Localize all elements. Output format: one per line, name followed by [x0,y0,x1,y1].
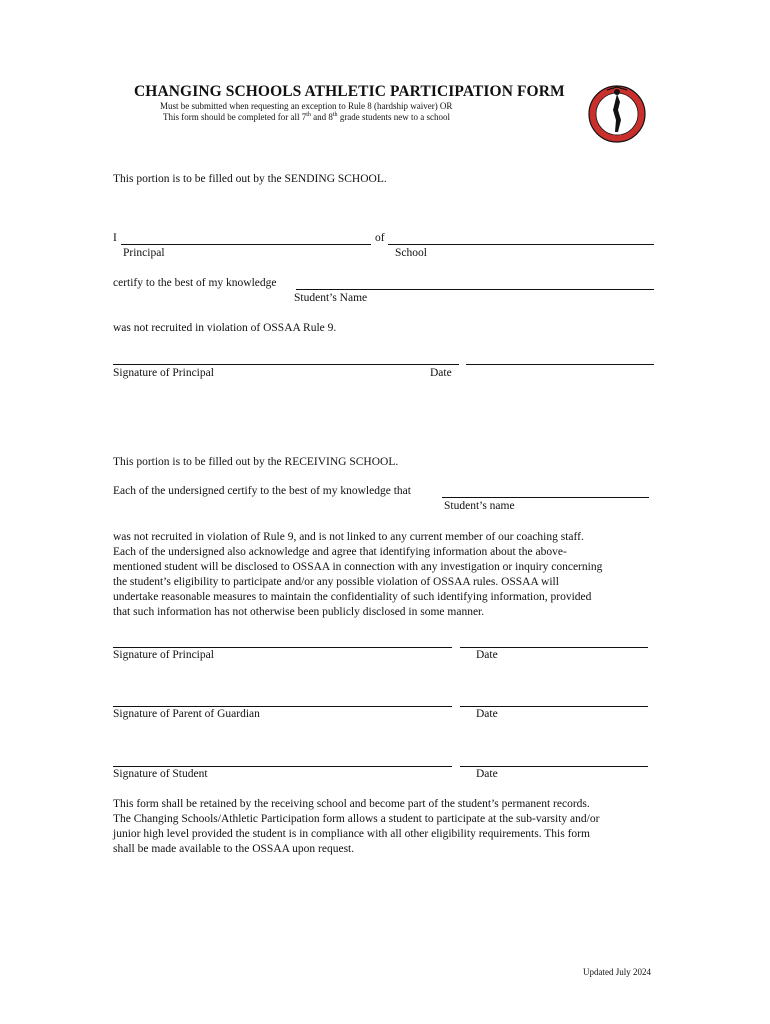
receiving-principal-date-field[interactable] [460,635,648,648]
receiving-acknowledgement-paragraph: was not recruited in violation of Rule 9, and is not linked to any current member of our coaching staff. Each of the undersigned also acknowledge and agree that identifying information about the above- mentioned student will be disclosed to OSSAA in connection with any investigation or inquiry concerning the student’s eligibility to participate and/or any possible violation of OSSAA rules. OSSAA will undertake reasonable measures to maintain the confidentiality of such identifying information, provided that such information has not otherwise been publicly disclosed in some manner. [113,531,603,618]
sending-school-heading: This portion is to be filled out by the SENDING SCHOOL. [113,173,387,185]
certify-label: certify to the best of my knowledge [113,277,277,289]
form-title: CHANGING SCHOOLS ATHLETIC PARTICIPATION FORM [134,83,565,100]
form-subtitle-line2: This form should be completed for all 7th and 8th grade students new to a school [163,112,451,122]
signature-parent-label: Signature of Parent of Guardian [113,708,260,720]
receiving-school-heading: This portion is to be filled out by the RECEIVING SCHOOL. [113,456,399,468]
receiving-student-name-field[interactable] [442,485,649,498]
sending-principal-signature-field[interactable] [113,352,459,365]
signature-student-label: Signature of Student [113,768,208,780]
student-name-label: Student’s Name [294,292,368,304]
receiving-student-name-label: Student’s name [444,500,515,512]
parent-date-label: Date [476,708,498,720]
ossaa-seal-logo [587,80,647,144]
sending-student-name-field[interactable] [296,277,654,290]
student-date-label: Date [476,768,498,780]
receiving-principal-date-label: Date [476,649,498,661]
school-label: School [395,247,427,259]
parent-signature-field[interactable] [113,694,452,707]
sending-signature-principal-label: Signature of Principal [113,367,214,379]
student-date-field[interactable] [460,754,648,767]
student-signature-field[interactable] [113,754,452,767]
of-label: of [375,232,385,244]
updated-date: Updated July 2024 [583,967,651,977]
receiving-principal-signature-field[interactable] [113,635,452,648]
receiving-certify-label: Each of the undersigned certify to the best of my knowledge that [113,485,411,497]
i-label: I [113,232,117,244]
form-subtitle-line1: Must be submitted when requesting an exception to Rule 8 (hardship waiver) OR [160,101,453,111]
principal-label: Principal [123,247,165,259]
sending-date-field[interactable] [466,352,654,365]
sending-date-label: Date [430,367,452,379]
not-recruited-statement: was not recruited in violation of OSSAA Rule 9. [113,322,337,334]
principal-name-field[interactable] [121,232,371,245]
parent-date-field[interactable] [460,694,648,707]
receiving-signature-principal-label: Signature of Principal [113,649,214,661]
school-name-field[interactable] [388,232,654,245]
retention-paragraph: This form shall be retained by the receiving school and become part of the student’s permanent records. The Changing Schools/Athletic Participation form allows a student to participate at the sub-varsity and/or junior high level provided the student is in compliance with all other eligibility requirements. This form shall be made available to the OSSAA upon request. [113,798,600,855]
